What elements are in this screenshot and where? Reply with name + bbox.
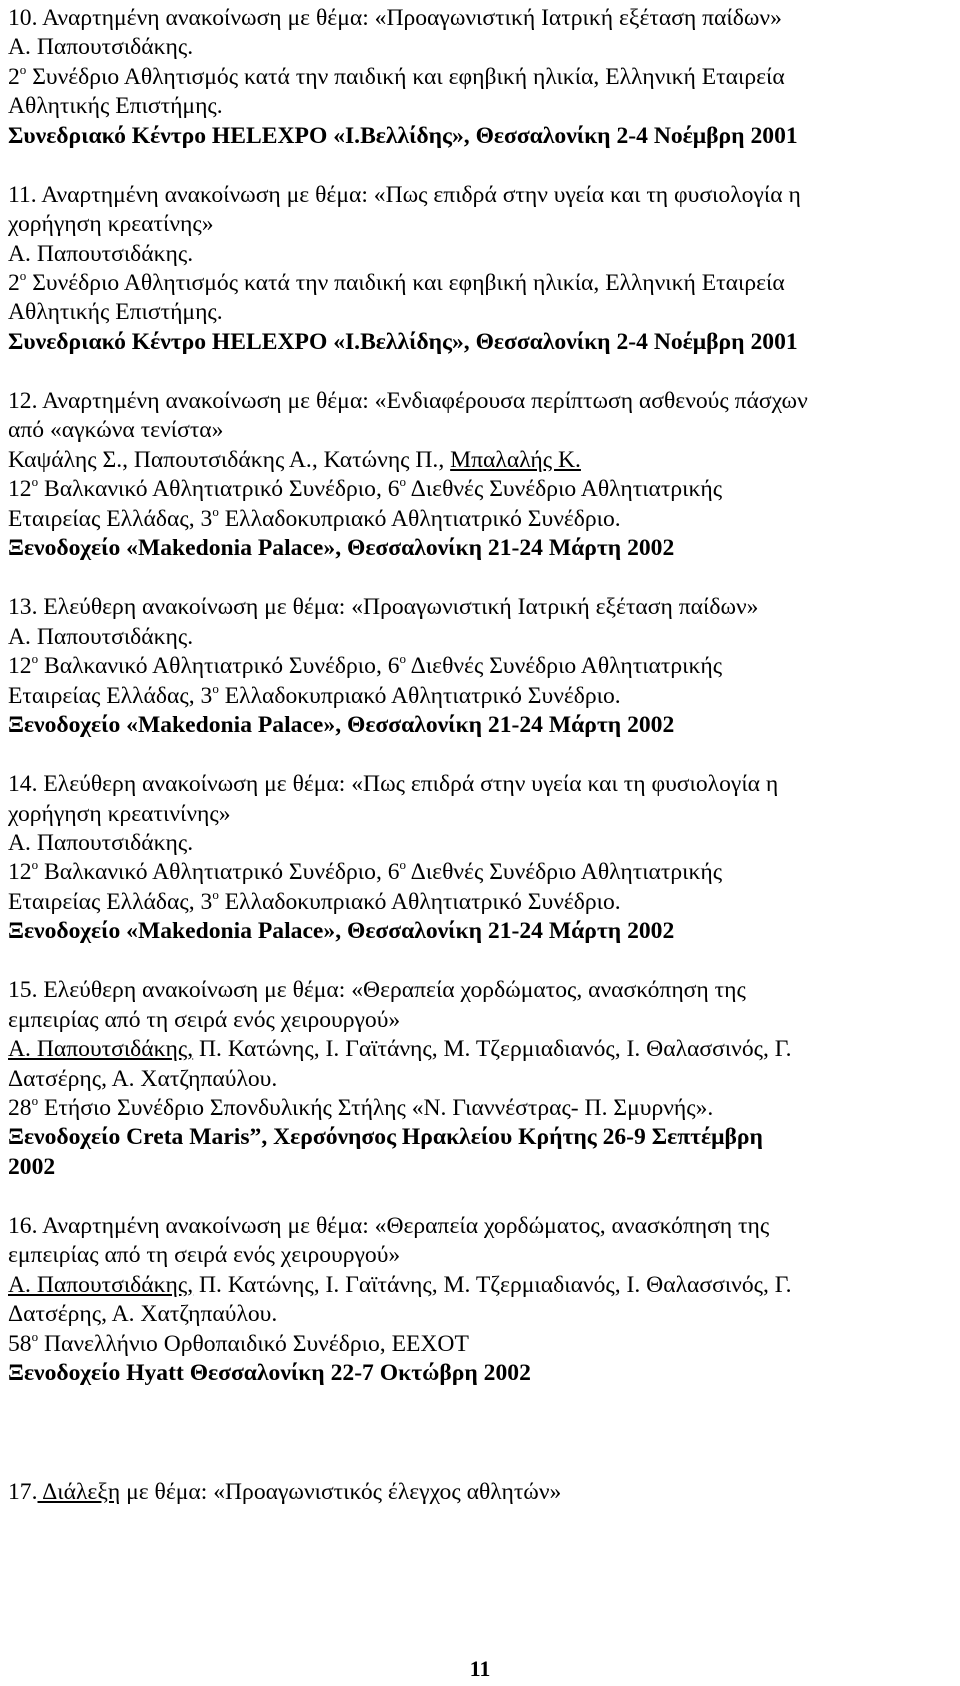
entry-venue: Ξενοδοχείο «Makedonia Palace», Θεσσαλονίκη 21-24 Μάρτη 2002	[8, 918, 675, 945]
entry-title: 10. Αναρτημένη ανακοίνωση με θέμα: «Προαγωνιστική Ιατρική εξέταση παίδων»	[8, 5, 782, 31]
entry-venue-cont: 2002	[8, 1153, 56, 1180]
entry-13	[8, 593, 952, 740]
document-page	[8, 4, 952, 1508]
entry-conference-cont: Εταιρείας Ελλάδας, $3^o$ Ελλαδοκυπριακό Αθλητιατρικό Συνέδριο.	[8, 503, 621, 532]
entry-10	[8, 4, 952, 151]
entry-venue: Συνεδριακό Κέντρο HELEXPO «Ι.Βελλίδης», Θεσσαλονίκη 2-4 Νοέμβρη 2001	[8, 122, 798, 149]
entry-12	[8, 387, 952, 563]
entry-conference: $2^o$ Συνέδριο Αθλητισμός κατά την παιδική και εφηβική ηλικία, Ελληνική Εταιρεία	[8, 61, 785, 90]
entry-title-cont: εμπειρίας από τη σειρά ενός χειρουργού»	[8, 1242, 401, 1269]
blank-space	[8, 1418, 952, 1478]
entry-title: 12. Αναρτημένη ανακοίνωση με θέμα: «Ενδιαφέρουσα περίπτωση ασθενούς πάσχων	[8, 388, 808, 415]
entry-title-cont: χορήγηση κρεατινίνης»	[8, 800, 231, 827]
entry-venue: Ξενοδοχείο «Makedonia Palace», Θεσσαλονίκη 21-24 Μάρτη 2002	[8, 711, 675, 738]
entry-venue: Ξενοδοχείο Hyatt Θεσσαλονίκη 22-7 Οκτώβρη 2002	[8, 1360, 531, 1387]
entry-conference-cont: Εταιρείας Ελλάδας, $3^o$ Ελλαδοκυπριακό Αθλητιατρικό Συνέδριο.	[8, 886, 621, 915]
entry-conference-cont: Αθλητικής Επιστήμης.	[8, 93, 223, 120]
entry-14	[8, 770, 952, 946]
entry-authors: Α. Παπουτσιδάκης, Π. Κατώνης, Ι. Γαϊτάνης, Μ. Τζερμιαδιανός, Ι. Θαλασσινός, Γ.	[8, 1036, 792, 1063]
entry-authors: Α. Παπουτσιδάκης.	[8, 240, 194, 267]
entry-title: 13. Ελεύθερη ανακοίνωση με θέμα: «Προαγωνιστική Ιατρική εξέταση παίδων»	[8, 594, 759, 621]
entry-conference-cont: Εταιρείας Ελλάδας, $3^o$ Ελλαδοκυπριακό Αθλητιατρικό Συνέδριο.	[8, 680, 621, 709]
entry-title: 14. Ελεύθερη ανακοίνωση με θέμα: «Πως επιδρά στην υγεία και τη φυσιολογία η	[8, 771, 779, 798]
entry-authors-cont: Δατσέρης, Α. Χατζηπαύλου.	[8, 1065, 278, 1092]
entry-venue: Συνεδριακό Κέντρο HELEXPO «Ι.Βελλίδης», Θεσσαλονίκη 2-4 Νοέμβρη 2001	[8, 328, 798, 355]
entry-conference: $12^o$ Βαλκανικό Αθλητιατρικό Συνέδριο, $6^o$ Διεθνές Συνέδριο Αθλητιατρικής	[8, 857, 723, 886]
entry-title-cont: εμπειρίας από τη σειρά ενός χειρουργού»	[8, 1006, 401, 1033]
entry-conference: $2^o$ Συνέδριο Αθλητισμός κατά την παιδική και εφηβική ηλικία, Ελληνική Εταιρεία	[8, 268, 785, 297]
entry-authors: Α. Παπουτσιδάκης, Π. Κατώνης, Ι. Γαϊτάνης, Μ. Τζερμιαδιανός, Ι. Θαλασσινός, Γ.	[8, 1271, 792, 1298]
entry-title-cont: από «αγκώνα τενίστα»	[8, 417, 224, 444]
entry-conference-cont: Αθλητικής Επιστήμης.	[8, 299, 223, 326]
entry-16	[8, 1212, 952, 1388]
entry-title: 16. Αναρτημένη ανακοίνωση με θέμα: «Θεραπεία χορδώματος, ανασκόπηση της	[8, 1213, 770, 1239]
entry-title: 15. Ελεύθερη ανακοίνωση με θέμα: «Θεραπεία χορδώματος, ανασκόπηση της	[8, 977, 746, 1004]
entry-title: 17. Διάλεξη με θέμα: «Προαγωνιστικός έλεγχος αθλητών»	[8, 1479, 562, 1506]
entry-authors: Α. Παπουτσιδάκης.	[8, 34, 194, 61]
entry-authors-cont: Δατσέρης, Α. Χατζηπαύλου.	[8, 1301, 278, 1328]
entry-17	[8, 1478, 952, 1507]
entry-11	[8, 181, 952, 357]
entry-title-cont: χορήγηση κρεατίνης»	[8, 211, 214, 238]
entry-venue: Ξενοδοχείο Creta Maris”, Χερσόνησος Ηρακλείου Κρήτης 26-9 Σεπτέμβρη	[8, 1124, 763, 1151]
entry-conference: $58^o$ Πανελλήνιο Ορθοπαιδικό Συνέδριο, ΕΕΧΟΤ	[8, 1328, 469, 1357]
entry-authors: Α. Παπουτσιδάκης.	[8, 623, 194, 650]
page-number: 11	[469, 1656, 491, 1681]
entry-venue: Ξενοδοχείο «Makedonia Palace», Θεσσαλονίκη 21-24 Μάρτη 2002	[8, 535, 675, 562]
entry-15	[8, 976, 952, 1182]
entry-title: 11. Αναρτημένη ανακοίνωση με θέμα: «Πως επιδρά στην υγεία και τη φυσιολογία η	[8, 181, 801, 208]
entry-authors: Καψάλης Σ., Παπουτσιδάκης Α., Κατώνης Π., Μπαλαλής Κ.	[8, 446, 581, 473]
entry-conference: $28^o$ Ετήσιο Συνέδριο Σπονδυλικής Στήλης «Ν. Γιαννέστρας- Π. Σμυρνής».	[8, 1092, 714, 1121]
entry-conference: $12^o$ Βαλκανικό Αθλητιατρικό Συνέδριο, $6^o$ Διεθνές Συνέδριο Αθλητιατρικής	[8, 474, 723, 503]
entry-conference: $12^o$ Βαλκανικό Αθλητιατρικό Συνέδριο, $6^o$ Διεθνές Συνέδριο Αθλητιατρικής	[8, 651, 723, 680]
entry-authors: Α. Παπουτσιδάκης.	[8, 829, 194, 856]
